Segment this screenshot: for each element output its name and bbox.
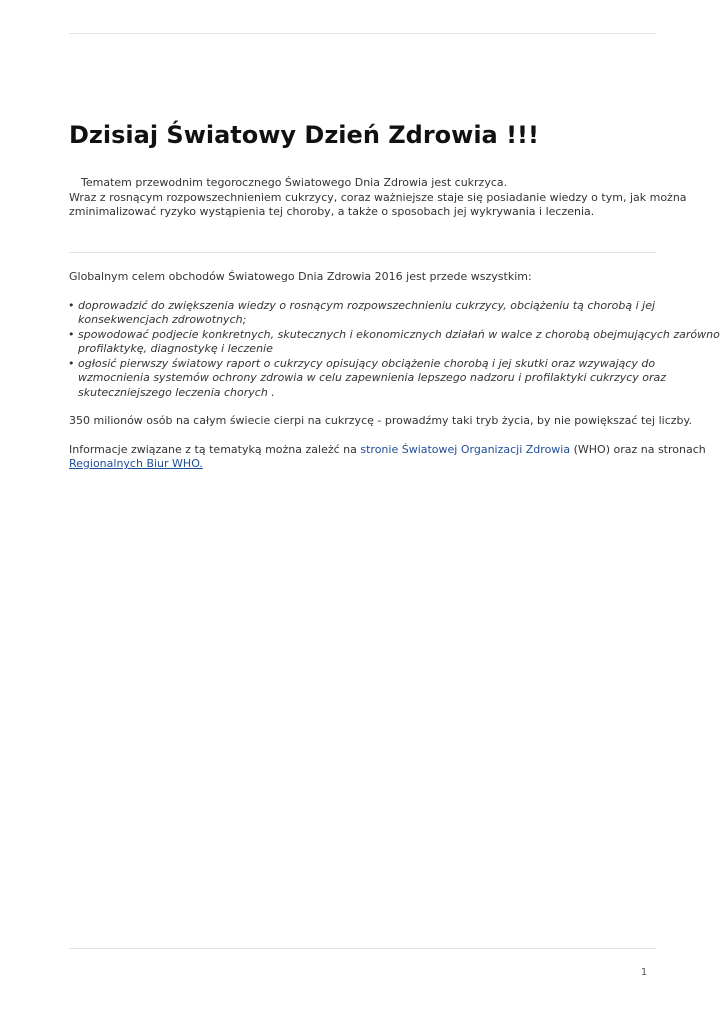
bullet-icon: • bbox=[68, 327, 75, 341]
goals-list bbox=[68, 298, 720, 401]
page-number: 1 bbox=[640, 967, 648, 978]
statistic-paragraph: 350 milionów osób na całym świecie cierpi na cukrzycę - prowadźmy taki tryb życia, by nie powiększać tej liczby. bbox=[69, 414, 692, 427]
intro-line-3: zminimalizować ryzyko wystąpienia tej choroby, a także o sposobach jej wykrywania i leczenia. bbox=[69, 205, 595, 218]
who-website-link[interactable]: stronie Światowej Organizacji Zdrowia bbox=[360, 442, 571, 456]
info-text-before: Informacje związane z tą tematyką można zależć na bbox=[69, 442, 361, 456]
regional-who-offices-link[interactable]: Regionalnych Biur WHO. bbox=[69, 457, 203, 470]
article-body bbox=[68, 270, 720, 472]
bullet-icon: • bbox=[68, 356, 75, 370]
intro-paragraph bbox=[69, 176, 687, 220]
goal-2-line-2: profilaktykę, diagnostykę i leczenie bbox=[78, 342, 273, 355]
page-title: Dzisiaj Światowy Dzień Zdrowia !!! bbox=[69, 121, 539, 149]
goal-1-line-2: konsekwencjach zdrowotnych; bbox=[78, 313, 247, 326]
info-text-middle: (WHO) oraz na stronach bbox=[570, 442, 706, 456]
info-paragraph bbox=[69, 442, 706, 458]
info-paragraph-line-2 bbox=[69, 457, 659, 472]
intro-line-1: Tematem przewodnim tegorocznego Światowego Dnia Zdrowia jest cukrzyca. bbox=[81, 176, 508, 189]
footer-divider bbox=[69, 948, 656, 949]
goal-2-line-1: spowodować podjecie konkretnych, skutecznych i ekonomicznych działań w walce z chorobą obejmujących zarówno bbox=[78, 327, 720, 341]
list-item bbox=[69, 299, 659, 328]
list-item bbox=[68, 327, 720, 357]
top-divider bbox=[69, 33, 656, 34]
goal-3-line-2: wzmocnienia systemów ochrony zdrowia w celu zapewnienia lepszego nadzoru i profilaktyki cukrzycy oraz bbox=[78, 371, 667, 384]
goal-1-line-1: doprowadzić do zwiększenia wiedzy o rosnącym rozpowszechnieniu cukrzycy, obciążeniu tą chorobą i jej bbox=[78, 298, 656, 312]
goal-3-line-3: skuteczniejszego leczenia chorych . bbox=[78, 385, 275, 399]
intro-line-2: Wraz z rosnącym rozpowszechnieniem cukrzycy, coraz ważniejsze staje się posiadanie wiedzy o tym, jak można bbox=[69, 190, 687, 204]
goals-heading: Globalnym celem obchodów Światowego Dnia Zdrowia 2016 jest przede wszystkim: bbox=[69, 270, 532, 283]
section-divider bbox=[69, 252, 656, 253]
bullet-icon: • bbox=[68, 298, 75, 312]
list-item bbox=[68, 356, 667, 401]
goal-3-line-1: ogłosić pierwszy światowy raport o cukrzycy opisujący obciążenie chorobą i jej skutki oraz wzywający do bbox=[78, 356, 656, 370]
